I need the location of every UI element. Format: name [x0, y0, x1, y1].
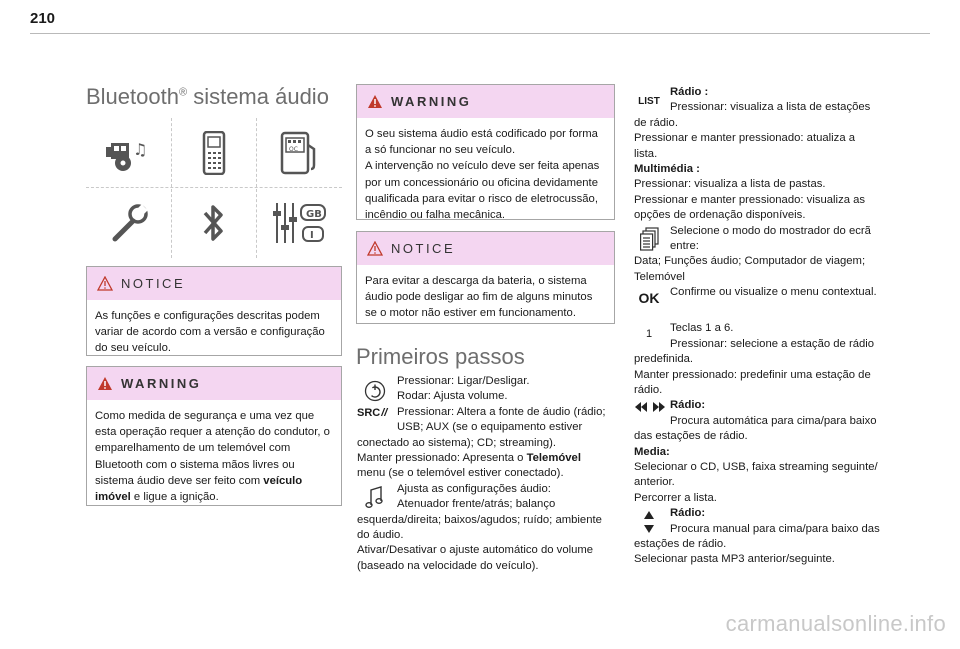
music-line-6: (baseado na velocidade do veículo).	[357, 559, 539, 572]
warning-text: O seu sistema áudio está codificado por forma a só funcionar no seu veículo. A intervenção no veículo deve ser feita apenas por um concessionário ou oficina devidamente qualificada para evitar o risco de eletrocussão, incêndio ou falha mecânica.	[365, 128, 600, 222]
watermark: carmanualsonline.info	[725, 611, 946, 636]
notice-label: NOTICE	[391, 241, 456, 256]
warning-triangle-icon	[367, 241, 383, 256]
media-line-1: Selecionar o CD, USB, faixa streaming seguinte/	[634, 460, 878, 473]
svg-text:OC: OC	[289, 146, 298, 153]
top-divider	[30, 33, 930, 34]
warning-header	[87, 367, 341, 400]
src-line-3: conectado ao sistema); CD; streaming).	[357, 436, 557, 449]
multimedia-line-1: Pressionar: visualiza a lista de pastas.	[634, 178, 826, 191]
warning-triangle-icon	[367, 94, 383, 109]
preset-line-3: predefinida.	[634, 353, 694, 366]
src-line-2: USB; AUX (se o equipamento estiver	[397, 421, 583, 434]
notice-text: Para evitar a descarga da bateria, o sistema áudio pode desligar ao fim de alguns minutos se o motor não estiver em funcionamento.	[365, 275, 593, 320]
up-down-arrows-icon	[642, 509, 656, 535]
display-mode-line-3: Data; Funções áudio; Computador de viagem;	[634, 255, 866, 268]
preset-line-2: Pressionar: selecione a estação de rádio	[670, 337, 875, 350]
seek-line-1: Procura automática para cima/para baixo	[670, 414, 877, 427]
preset-line-1: Teclas 1 a 6.	[670, 322, 734, 335]
preset-key-icon: 1	[645, 327, 653, 340]
audio-sources-icon	[94, 128, 164, 178]
radio-line-3: Pressionar e manter pressionado: atualiza a	[634, 132, 856, 145]
preset-line-5: rádio.	[634, 383, 663, 396]
bluetooth-icon	[179, 198, 249, 248]
svg-text:GB: GB	[306, 209, 322, 220]
notice-header	[87, 267, 341, 300]
music-line-2: Atenuador frente/atrás; balanço	[397, 498, 556, 511]
getting-started-text	[357, 374, 617, 574]
radio-line-1: Pressionar: visualiza a lista de estações	[670, 101, 871, 114]
manual-line-2: estações de rádio.	[634, 537, 727, 550]
ok-line-1: Confirme ou visualize o menu contextual.	[670, 286, 877, 299]
ok-icon: OK	[638, 289, 660, 306]
svg-text:♫: ♫	[133, 140, 148, 159]
multimedia-heading: Multimédia :	[634, 163, 700, 176]
seek-arrows-icon	[634, 401, 666, 413]
primeiros-passos-heading: Primeiros passos	[356, 344, 525, 369]
equalizer-settings-icon	[264, 198, 334, 248]
grid-divider-h	[86, 187, 342, 188]
fuel-pump-icon	[264, 128, 334, 178]
multimedia-line-3: opções de ordenação disponíveis.	[634, 209, 806, 222]
manual-heading: Rádio:	[670, 507, 706, 520]
warning-triangle-icon	[97, 276, 113, 291]
warning-label: WARNING	[391, 94, 472, 109]
notice-box-2	[356, 231, 615, 324]
notice-header	[357, 232, 614, 265]
seek-line-2: das estações de rádio.	[634, 430, 748, 443]
notice-label: NOTICE	[121, 276, 186, 291]
section-title: Bluetooth® sistema áudio	[86, 84, 329, 109]
src-line-1: Pressionar: Altera a fonte de áudio (rádio;	[397, 405, 606, 418]
warning-header	[357, 85, 614, 118]
notice-text: As funções e configurações descritas podem variar de acordo com a versão e configuração do seu veículo.	[95, 310, 325, 355]
page-number: 210	[30, 10, 56, 27]
music-line-1: Ajusta as configurações áudio:	[397, 482, 551, 495]
seek-heading: Rádio:	[670, 399, 706, 412]
music-line-5: Ativar/Desativar o ajuste automático do volume	[357, 544, 594, 557]
feature-icon-grid	[86, 118, 342, 258]
power-icon	[361, 377, 389, 405]
src-line-5: menu (se o telemóvel estiver conectado).	[357, 467, 564, 480]
controls-text	[634, 85, 896, 568]
mobile-phone-icon	[179, 128, 249, 178]
manual-line-1: Procura manual para cima/para baixo das	[670, 522, 880, 535]
preset-line-4: Manter pressionado: predefinir uma estação de	[634, 368, 871, 381]
display-mode-line-1: Selecione o modo do mostrador do ecrã	[670, 224, 871, 237]
music-note-icon	[363, 484, 385, 510]
wrench-icon	[94, 198, 164, 248]
display-mode-line-2: entre:	[670, 240, 699, 253]
warning-text: Como medida de segurança e uma vez que esta operação requer a atenção do condutor, o emparelhamento de um telemóvel com Bluetooth com o sistema mãos livres ou sistema áudio deve ser feito com veículo imóvel e ligue a ignição.	[95, 410, 330, 504]
warning-label: WARNING	[121, 376, 202, 391]
display-mode-icon	[638, 226, 662, 252]
src-icon: SRC //	[357, 407, 388, 420]
svg-text:I: I	[310, 230, 314, 241]
warning-box-2	[356, 84, 615, 220]
grid-divider-v1	[171, 118, 172, 258]
display-mode-line-4: Telemóvel	[634, 270, 685, 283]
notice-box-1	[86, 266, 342, 356]
music-line-4: do áudio.	[357, 529, 404, 542]
power-line-2: Rodar: Ajusta volume.	[397, 390, 508, 403]
media-line-2: anterior.	[634, 476, 675, 489]
list-icon: LIST	[638, 96, 660, 108]
radio-heading: Rádio :	[670, 86, 709, 98]
warning-triangle-icon	[97, 376, 113, 391]
radio-line-4: lista.	[634, 147, 658, 160]
warning-box-1	[86, 366, 342, 506]
radio-line-2: de rádio.	[634, 116, 678, 129]
src-line-4: Manter pressionado: Apresenta o Telemóvel	[357, 452, 581, 465]
multimedia-line-2: Pressionar e manter pressionado: visualiza as	[634, 193, 866, 206]
media-line-3: Percorrer a lista.	[634, 491, 717, 504]
grid-divider-v2	[256, 118, 257, 258]
media-heading: Media:	[634, 445, 670, 458]
manual-line-3: Selecionar pasta MP3 anterior/seguinte.	[634, 553, 835, 566]
power-line-1: Pressionar: Ligar/Desligar.	[397, 375, 530, 387]
music-line-3: esquerda/direita; baixos/agudos; ruído; ambiente	[357, 513, 602, 526]
